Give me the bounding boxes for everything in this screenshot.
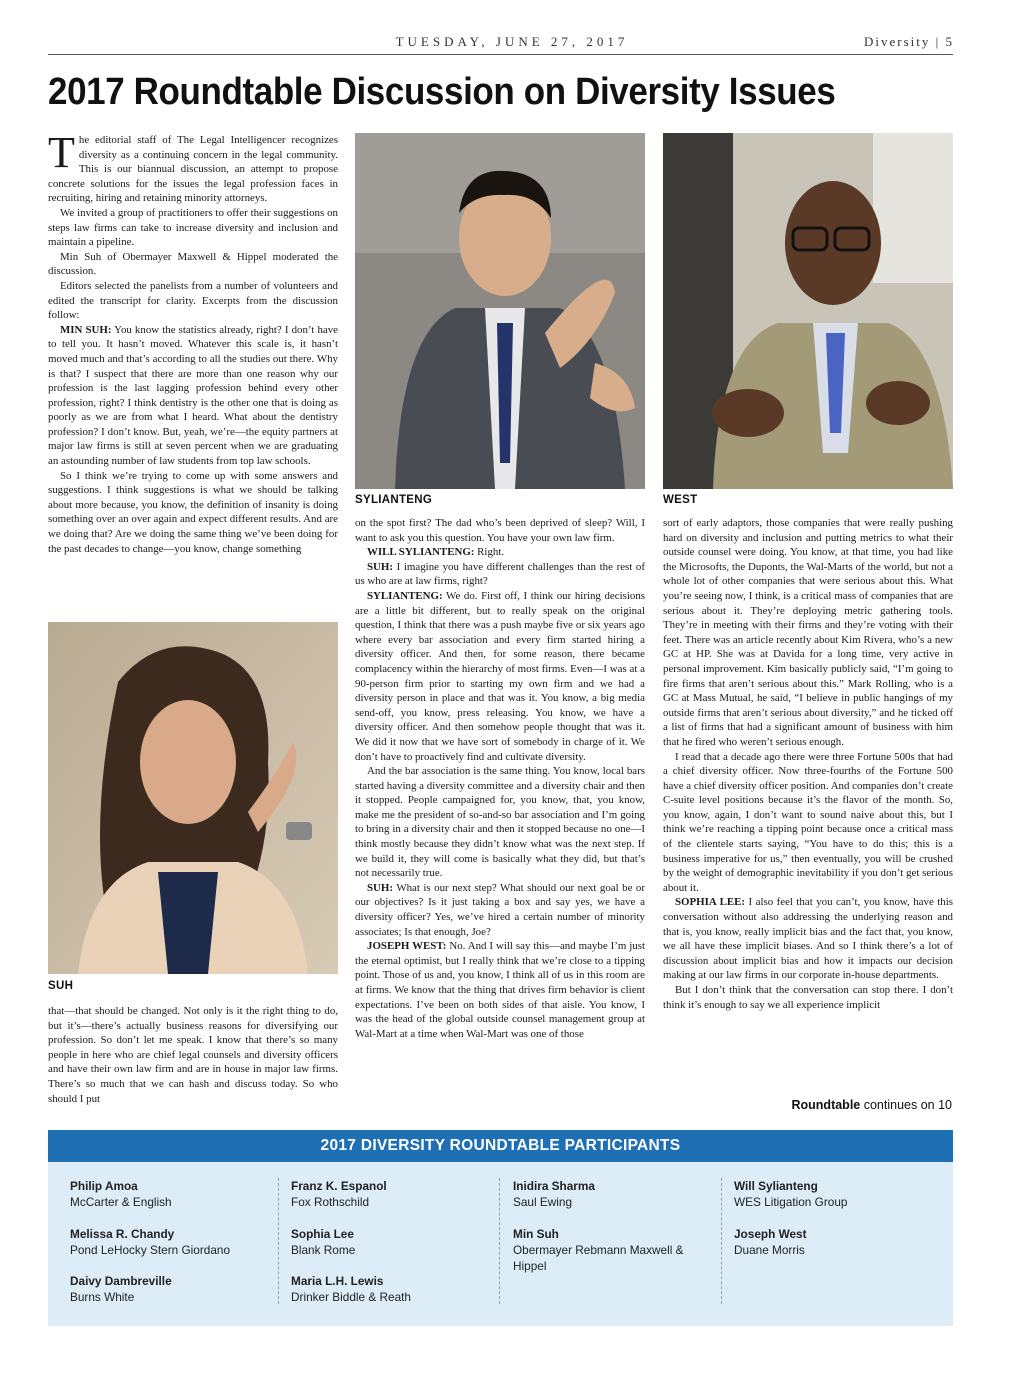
headline: 2017 Roundtable Discussion on Diversity Issues [48,71,836,113]
photo-sylianteng [355,133,645,489]
continued-page: continues on 10 [860,1098,952,1112]
speaker-name: WILL SYLIANTENG: [367,546,475,559]
participant [513,1226,723,1274]
participant [291,1226,501,1274]
participant-firm: Drinker Biddle & Reath [291,1290,411,1304]
photo-caption-west: WEST [663,494,698,506]
paragraph: he editorial staff of The Legal Intelligencer recognizes diversity as a continuing concern in the legal community. This is our biannual discussion, an attempt to propose concrete solutions for the issues the legal profession faces in recruiting, hiring and retaining minority attorneys. [48,134,338,205]
paragraph: sort of early adaptors, those companies that were really pushing hard on diversity and inclusion and putting metrics to what their outside counsel were doing. You know, at that time, you had like the Microsofts, the Duponts, the Wal-Marts of the world, but not a whole lot of other companies that were serious about this. What you’re seeing now, I think, is a critical mass of companies that are serious about it. They’re deploying metric gathering tools. They’re in meeting with their firms and they’re voting with their feet. There was an article recently about Kim Rivera, who’s a new GC at HP. She was at Davida for a long time, very active in personal improvement. Kim basically publicly said, “I’m going to fire firms that aren’t serious about this.” Mark Rolling, who is a GC at Mass Mutual, he said, “I believe in public hangings of my outside firms that aren’t serious about diversity,” and he ticked off a list of firms that had a significant amount of business with him that he fired who weren’t serious enough. [663,517,953,748]
speaker-name: JOSEPH WEST: [367,940,447,953]
paragraph: What is our next step? What should our next goal be or our objectives? Is it just taking a box and say yes, we have a diversity officer? Yes, we’ve hired a certain number of minority associates; Is that enough, Joe? [355,881,645,938]
paragraph: We invited a group of practitioners to offer their suggestions on steps law firms can take to increase diversity and inclusion and maintain a pipeline. [48,206,338,249]
participant-firm: Burns White [70,1290,135,1304]
paragraph: So I think we’re trying to come up with some answers and suggestions. I think suggestions is what we should be talking about more because, you know, the definition of insanity is doing something over an over again and expect different results. And are we doing that? Are we doing the same thing we’ve been doing for the past decades to change—you know, change something [48,469,338,555]
paragraph: Right. [474,546,505,559]
participant-firm: McCarter & English [70,1195,172,1209]
paragraph: We do. First off, I think our hiring decisions are a little bit different, but to really speak on the original question, I think that there was a push maybe five or six years ago where every bar association and every firm started hiring a diversity officer. And then, for some reason, there became complacency within the hierarchy of most firms. Even—I was at a 90-person firm prior to starting my own firm and we had a diversity person in place and that was it. You know, a big media send-off, you know, press releasing. You know, we have a diversity officer. And then somehow people thought that was it. We did it now that we have sort of somebody in charge of it. We don’t have to proactively find and cultivate diversity. [355,589,645,763]
participant-name: Melissa R. Chandy [70,1226,175,1241]
speaker-name: SUH: [367,881,394,894]
paragraph: You know the statistics already, right? I don’t have to tell you. It hasn’t moved. Whatever this scale is, it hasn’t moved much and that’s according to all the studies out there. Why is that? I suspect that there are more than one reason why our profession is the last lagging profession behind every other profession, right? I think dentistry is the other one that is doing as poorly as we are from what I heard. What about the dentistry profession? I don’t know. But, yeah, we’re—the equity partners at major law firms is still at seven percent when we are graduating an astounding number of law students from top law schools. [48,323,338,468]
photo-caption-sylianteng: SYLIANTENG [355,494,433,506]
paragraph: I also feel that you can’t, you know, have this conversation without also addressing the underlying reason and that is, you know, really implicit bias and the fact that, you know, we all have these implicit biases. And so I think there’s a lot of discussion about implicit bias and how it impacts our decision making at our law firms in our corporate in-house departments. [663,896,953,982]
participant-name: Sophia Lee [291,1226,354,1241]
column-divider [278,1178,279,1304]
participant-firm: Duane Morris [734,1242,805,1257]
participant-name: Will Sylianteng [734,1179,818,1193]
drop-cap: T [48,133,75,177]
issue-date: TUESDAY, JUNE 27, 2017 [395,34,629,49]
participant [734,1178,944,1226]
participant-firm: Fox Rothschild [291,1195,370,1209]
continued-story-name: Roundtable [791,1098,861,1112]
participant [291,1273,501,1321]
paragraph: Editors selected the panelists from a number of volunteers and edited the transcript for clarity. Excerpts from the discussion follow: [48,279,338,322]
participant-name: Franz K. Espanol [291,1179,387,1193]
participant-firm: Blank Rome [291,1242,356,1257]
participant-firm: WES Litigation Group [734,1195,848,1209]
photo-west [663,133,953,489]
participants-title: 2017 DIVERSITY ROUNDTABLE PARTICIPANTS [48,1130,953,1162]
participant-firm: Saul Ewing [513,1195,573,1209]
speaker-name: MIN SUH: [60,323,112,336]
photo-caption-suh: SUH [48,980,74,992]
participant [70,1273,280,1321]
participants-column-1 [70,1178,280,1321]
participant-name: Joseph West [734,1226,807,1241]
participants-column-4 [734,1178,944,1273]
column-divider [721,1178,722,1304]
participants-column-3 [513,1178,723,1274]
participant [70,1226,280,1274]
section-page-label: Diversity | 5 [864,34,954,49]
participant-name: Philip Amoa [70,1179,138,1193]
paragraph: I imagine you have different challenges than the rest of us who are at law firms, right? [355,560,645,588]
article-column-1-bottom [48,1004,338,1110]
speaker-name: SUH: [367,560,394,573]
participant [291,1178,501,1226]
speaker-name: SOPHIA LEE: [675,896,746,909]
column-divider [499,1178,500,1304]
participant [70,1178,280,1226]
article-column-1-top [48,133,338,619]
participant [513,1178,723,1226]
paragraph: on the spot first? The dad who’s been deprived of sleep? Will, I want to ask you this question. You have your own law firm. [355,517,645,544]
article-column-2 [355,516,645,1112]
photo-suh [48,622,338,974]
participants-column-2 [291,1178,501,1321]
paragraph: that—that should be changed. Not only is it the right thing to do, but it’s—there’s actually business reasons for diversifying our profession. So don’t let me speak. I know that there’s so many people in here who are chief legal counsels and diversity officers and have their own law firm and are in house in major law firms. There’s so much that we can hash and discuss today. So who should I put [48,1005,338,1105]
paragraph: But I don’t think that the conversation can stop there. I don’t think it’s enough to say we all experience implicit [663,984,953,1011]
header-rule [48,54,953,55]
continued-on-label [792,1098,953,1112]
participant-name: Daivy Dambreville [70,1274,172,1288]
participant-name: Inidira Sharma [513,1179,595,1193]
article-column-3 [663,516,953,1086]
participant-name: Min Suh [513,1226,559,1241]
participant-firm: Obermayer Rebmann Maxwell & Hippel [513,1242,684,1273]
paragraph: No. And I will say this—and maybe I’m just the eternal optimist, but I really think that we’re close to a tipping point. Those of us and, you know, I think all of us in this room are at firms. We know that the thing that drives firm behavior is client expectations. I’ve been on both sides of that aisle. You know, I was the head of the global outside counsel management group at Wal-Mart at a time when Wal-Mart was one of those [355,940,645,1040]
speaker-name: SYLIANTENG: [367,589,443,602]
participant-name: Maria L.H. Lewis [291,1274,384,1288]
participant [734,1226,944,1274]
participant-firm: Pond LeHocky Stern Giordano [70,1242,231,1257]
paragraph: Min Suh of Obermayer Maxwell & Hippel moderated the discussion. [48,250,338,278]
paragraph: I read that a decade ago there were three Fortune 500s that had a chief diversity officer. Now three-fourths of the Fortune 500 have a chief diversity officer position. And companies don’t create C-suite level positions because it’s the flavor of the month. So, you know, again, I don’t want to sound naive about this, but I think we’re reaching a tipping point because once a critical mass of the clientele starts saying, “You have to do this; this is a business imperative for us,” then eventually, you will be crushed by the weight of demographic inevitability if you don’t get serious about it. [663,750,953,894]
paragraph: And the bar association is the same thing. You know, local bars started having a diversity committee and a diversity chair and then it stopped. People campaigned for, you know, that, you know, make me the president of so-and-so bar association and I’m going to bring in a diversity chair and then it stopped because no one—I think mostly because they didn’t know what was the next step. If we build it, they will come is basically what they did, but that’s not necessarily true. [355,765,645,880]
